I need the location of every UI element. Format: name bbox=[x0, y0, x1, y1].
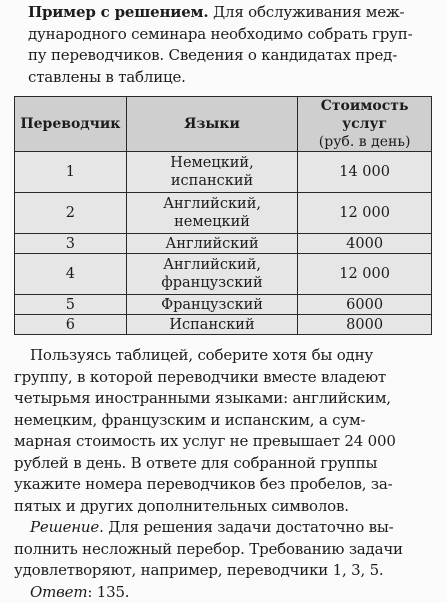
solution-paragraph bbox=[14, 517, 437, 603]
intro-line-4: ставлены в таблице. bbox=[28, 67, 437, 89]
table-row bbox=[15, 152, 432, 193]
header-translator: Переводчик bbox=[15, 97, 127, 152]
answer-line bbox=[14, 582, 437, 603]
task-line-7: укажите номера переводчиков без пробелов, за- bbox=[14, 474, 437, 496]
example-heading: Пример с решением. bbox=[28, 3, 208, 21]
cell-cost: 12 000 bbox=[298, 193, 432, 234]
cell-number: 2 bbox=[15, 193, 127, 234]
table-row bbox=[15, 315, 432, 335]
intro-paragraph bbox=[14, 0, 437, 88]
task-line-3: четырьмя иностранными языками: английским, bbox=[14, 388, 437, 410]
intro-line-1: Пример с решением. Для обслуживания меж- bbox=[28, 2, 437, 24]
cell-languages: Английский, французский bbox=[126, 254, 297, 295]
table-row bbox=[15, 234, 432, 254]
table-header-row bbox=[15, 97, 432, 152]
cell-languages: Испанский bbox=[126, 315, 297, 335]
cell-cost: 6000 bbox=[298, 295, 432, 315]
translators-table bbox=[14, 96, 432, 335]
solution-line-2: полнить несложный перебор. Требованию задачи bbox=[14, 539, 437, 561]
table-row bbox=[15, 295, 432, 315]
table-row bbox=[15, 193, 432, 234]
solution-label: Решение bbox=[30, 518, 99, 536]
cell-number: 3 bbox=[15, 234, 127, 254]
task-line-4: немецким, французским и испанским, а сум- bbox=[14, 410, 437, 432]
cell-languages: Английский bbox=[126, 234, 297, 254]
task-line-8: пятых и других дополнительных символов. bbox=[14, 496, 437, 518]
cell-cost: 12 000 bbox=[298, 254, 432, 295]
header-languages: Языки bbox=[126, 97, 297, 152]
cell-cost: 14 000 bbox=[298, 152, 432, 193]
task-line-5: марная стоимость их услуг не превышает 24 000 bbox=[14, 431, 437, 453]
solution-line-3: удовлетворяют, например, переводчики 1, 3, 5. bbox=[14, 560, 437, 582]
answer-label: Ответ bbox=[30, 583, 87, 601]
table-row bbox=[15, 254, 432, 295]
cell-number: 1 bbox=[15, 152, 127, 193]
task-line-6: рублей в день. В ответе для собранной группы bbox=[14, 453, 437, 475]
cell-languages: Английский, немецкий bbox=[126, 193, 297, 234]
header-cost: Стоимость услуг (руб. в день) bbox=[298, 97, 432, 152]
answer-value: : 135. bbox=[87, 583, 129, 601]
task-line-2: группу, в которой переводчики вместе владеют bbox=[14, 367, 437, 389]
cell-languages: Немецкий, испанский bbox=[126, 152, 297, 193]
cell-number: 4 bbox=[15, 254, 127, 295]
cell-languages: Французский bbox=[126, 295, 297, 315]
cell-number: 6 bbox=[15, 315, 127, 335]
cell-number: 5 bbox=[15, 295, 127, 315]
task-line-1: Пользуясь таблицей, соберите хотя бы одну bbox=[14, 345, 437, 367]
intro-line-2: дународного семинара необходимо собрать груп- bbox=[28, 24, 437, 46]
cell-cost: 4000 bbox=[298, 234, 432, 254]
cell-cost: 8000 bbox=[298, 315, 432, 335]
intro-line-3: пу переводчиков. Сведения о кандидатах пред- bbox=[28, 45, 437, 67]
solution-line-1: Решение. Для решения задачи достаточно вы- bbox=[14, 517, 437, 539]
task-paragraph bbox=[14, 345, 437, 517]
